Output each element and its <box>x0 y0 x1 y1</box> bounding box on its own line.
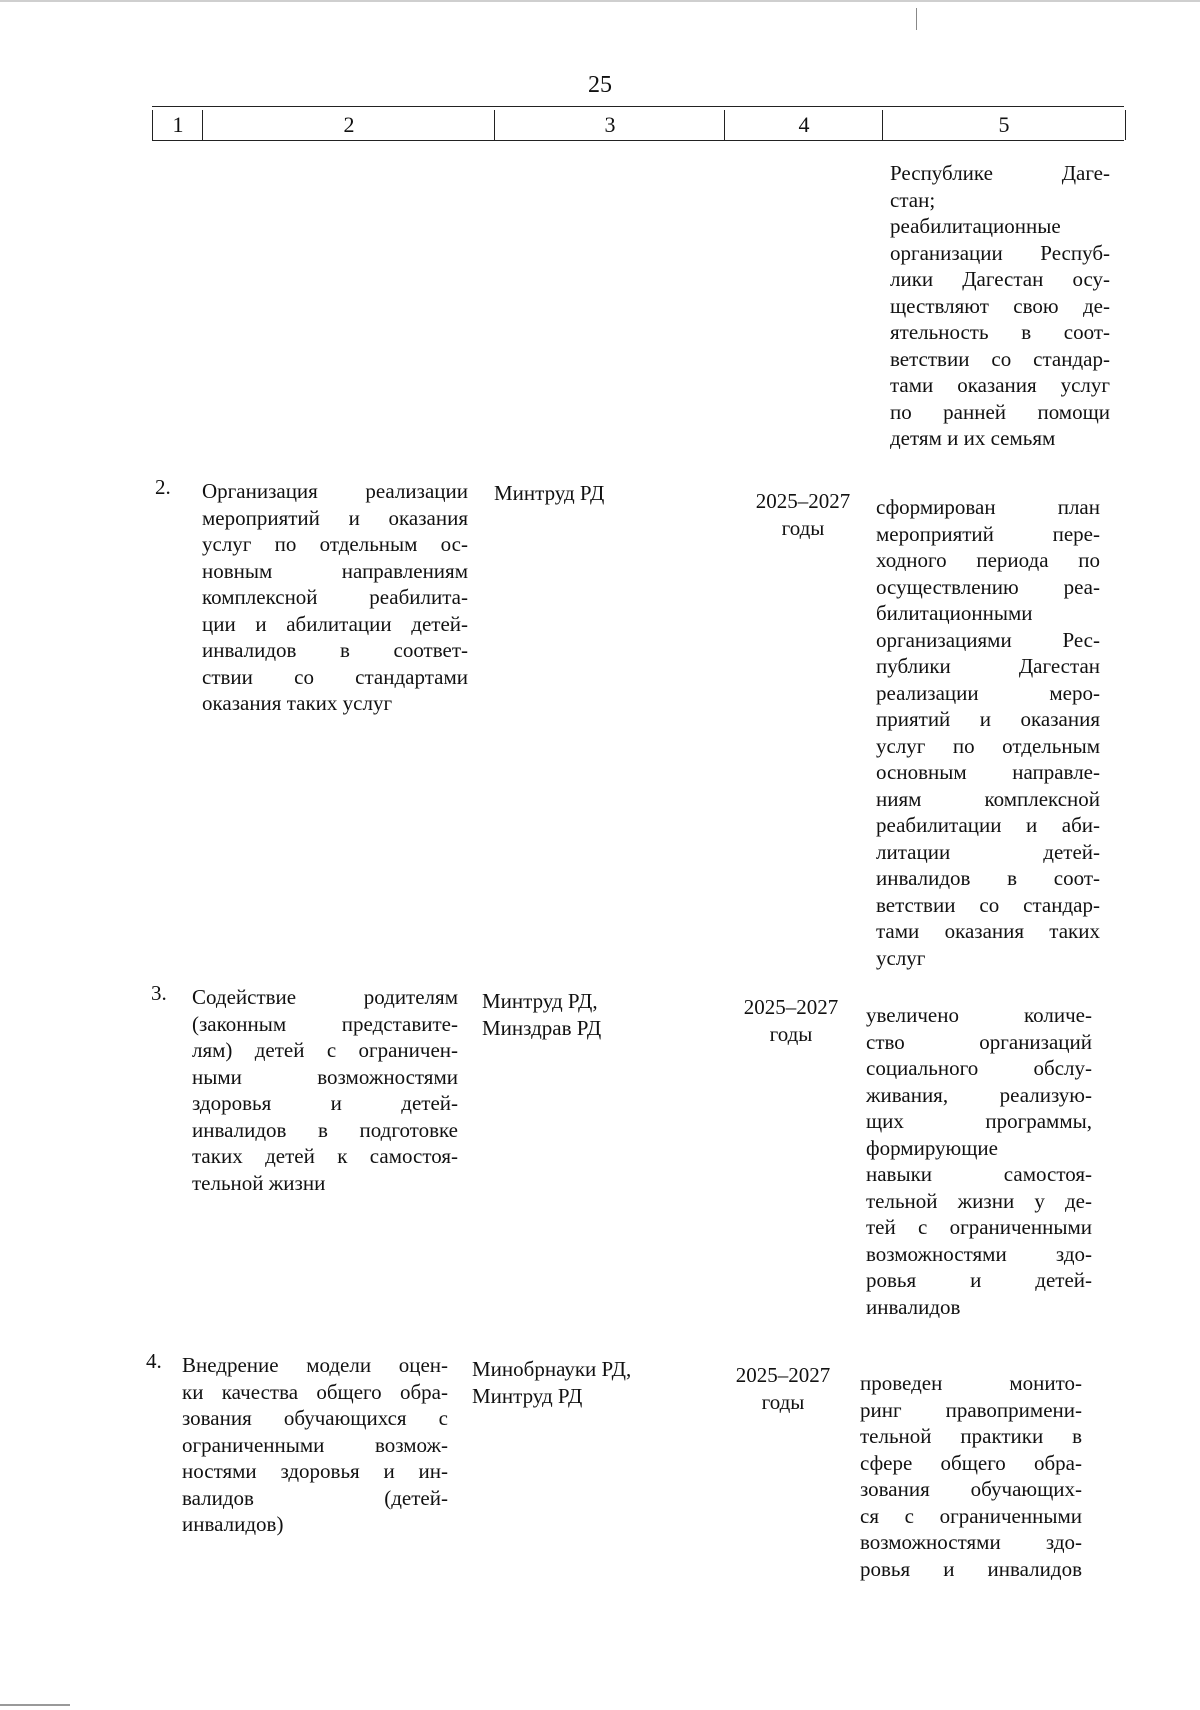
text-line: тельной практики в <box>860 1424 1082 1448</box>
text-line: увеличено количе- <box>866 1003 1092 1027</box>
table-header-bottom-border <box>152 140 1124 141</box>
text-line: организациями Рес- <box>876 627 1100 652</box>
header-col-2: 2 <box>202 110 495 140</box>
text-line: ограниченными возмож- <box>182 1432 448 1457</box>
header-col-3: 3 <box>494 110 725 140</box>
row-3-number: 3. <box>151 981 167 1005</box>
text-line: ровья и детей- <box>866 1268 1092 1292</box>
text-line: лики Дагестан осу- <box>890 267 1110 291</box>
row-2-col4 <box>724 488 882 541</box>
text-line: комплексной реабилита- <box>202 585 468 609</box>
text-line: новным направлениям <box>202 558 468 583</box>
row-4-col3 <box>472 1356 702 1409</box>
text-line: ветствии со стандар- <box>876 892 1100 917</box>
text-line: годы <box>781 515 825 540</box>
text-line: тами оказания таких <box>876 919 1100 943</box>
text-line: Минтруд РД <box>494 481 605 505</box>
text-line: осуществлению реа- <box>876 574 1100 599</box>
text-line: тами оказания услуг <box>890 373 1110 397</box>
text-line: возможностями здо- <box>866 1241 1092 1266</box>
text-line: детям и их семьям <box>890 426 1056 450</box>
text-line: ветствии со стандар- <box>890 346 1110 371</box>
text-line: мероприятий пере- <box>876 521 1100 546</box>
text-line: годы <box>761 1389 805 1414</box>
text-line: инвалидов <box>866 1294 961 1319</box>
text-line: литации детей- <box>876 839 1100 864</box>
continuation-col5 <box>890 160 1110 452</box>
row-4-col5 <box>860 1370 1082 1582</box>
header-col-1: 1 <box>152 110 203 140</box>
row-3-col5 <box>866 1002 1092 1320</box>
text-line: ществляют свою де- <box>890 293 1110 318</box>
scan-mark <box>916 8 917 30</box>
text-line: Содействие родителям <box>192 985 458 1009</box>
row-3-col4 <box>712 994 870 1047</box>
text-line: Минобрнауки РД, <box>472 1357 632 1381</box>
text-line: таких детей к самостоя- <box>192 1144 458 1168</box>
text-line: ринг правопримени- <box>860 1397 1082 1422</box>
text-line: по ранней помощи <box>890 399 1110 424</box>
text-line: основным направле- <box>876 760 1100 784</box>
text-line: тей с ограниченными <box>866 1215 1092 1239</box>
text-line: ся с ограниченными <box>860 1503 1082 1528</box>
text-line: ятельность в соот- <box>890 320 1110 344</box>
text-line: мероприятий и оказания <box>202 505 468 530</box>
text-line: ствии со стандартами <box>202 664 468 689</box>
text-line: инвалидов в соот- <box>876 866 1100 890</box>
text-line: сформирован план <box>876 495 1100 519</box>
scan-edge-bottom <box>0 1704 70 1706</box>
text-line: услуг <box>876 945 926 970</box>
row-4-col4 <box>704 1362 862 1415</box>
header-col-5: 5 <box>882 110 1126 140</box>
text-line: реабилитации и аби- <box>876 813 1100 837</box>
text-line: услуг по отдельным ос- <box>202 532 468 556</box>
text-line: ходного периода по <box>876 548 1100 572</box>
text-line: реализации меро- <box>876 680 1100 705</box>
text-line: организации Респуб- <box>890 240 1110 265</box>
text-line: Минтруд РД, <box>482 989 598 1013</box>
row-4-col2 <box>182 1352 448 1538</box>
text-line: 2025–2027 <box>755 489 851 513</box>
text-line: Минтруд РД <box>472 1383 583 1408</box>
text-line: ностями здоровья и ин- <box>182 1459 448 1483</box>
table-header-top-border <box>152 106 1124 107</box>
text-line: зования обучающихся с <box>182 1406 448 1430</box>
text-line: ство организаций <box>866 1029 1092 1054</box>
text-line: Внедрение модели оцен- <box>182 1353 448 1377</box>
text-line: лям) детей с ограничен- <box>192 1038 458 1062</box>
text-line: сфере общего обра- <box>860 1450 1082 1475</box>
text-line: услуг по отдельным <box>876 733 1100 758</box>
text-line: формирующие <box>866 1135 998 1160</box>
text-line: социального обслу- <box>866 1056 1092 1080</box>
text-line: тельной жизни <box>192 1170 326 1195</box>
text-line: живания, реализую- <box>866 1082 1092 1107</box>
row-2-col2 <box>202 478 468 717</box>
text-line: приятий и оказания <box>876 707 1100 731</box>
text-line: 2025–2027 <box>743 995 839 1019</box>
text-line: ровья и инвалидов <box>860 1556 1082 1581</box>
text-line: возможностями здо- <box>860 1530 1082 1554</box>
text-line: ниям комплексной <box>876 786 1100 811</box>
row-2-col3 <box>494 480 714 507</box>
text-line: Минздрав РД <box>482 1015 602 1040</box>
text-line: навыки самостоя- <box>866 1162 1092 1186</box>
text-line: инвалидов в подготовке <box>192 1117 458 1142</box>
row-2-col5 <box>876 494 1100 971</box>
text-line: инвалидов в соответ- <box>202 638 468 662</box>
row-2-number: 2. <box>155 475 171 499</box>
text-line: публики Дагестан <box>876 654 1100 678</box>
text-line: реабилитационные <box>890 214 1061 238</box>
text-line: инвалидов) <box>182 1512 284 1536</box>
text-line: билитационными <box>876 601 1033 625</box>
text-line: зования обучающих- <box>860 1477 1082 1501</box>
text-line: тельной жизни у де- <box>866 1188 1092 1213</box>
text-line: щих программы, <box>866 1109 1092 1133</box>
text-line: проведен монито- <box>860 1371 1082 1395</box>
text-line: оказания таких услуг <box>202 691 393 715</box>
text-line: годы <box>769 1021 813 1046</box>
text-line: 2025–2027 <box>735 1363 831 1387</box>
text-line: здоровья и детей- <box>192 1091 458 1115</box>
text-line: ки качества общего обра- <box>182 1379 448 1404</box>
text-line: стан; <box>890 187 936 212</box>
text-line: валидов (детей- <box>182 1485 448 1510</box>
row-3-col3 <box>482 988 702 1041</box>
text-line: Республике Даге- <box>890 161 1110 185</box>
row-4-number: 4. <box>146 1349 162 1373</box>
page-number: 25 <box>588 72 612 98</box>
text-line: ными возможностями <box>192 1064 458 1089</box>
header-col-4: 4 <box>724 110 883 140</box>
text-line: Организация реализации <box>202 479 468 503</box>
text-line: ции и абилитации детей- <box>202 611 468 636</box>
text-line: (законным представите- <box>192 1011 458 1036</box>
row-3-col2 <box>192 984 458 1196</box>
scan-edge <box>0 0 1200 2</box>
